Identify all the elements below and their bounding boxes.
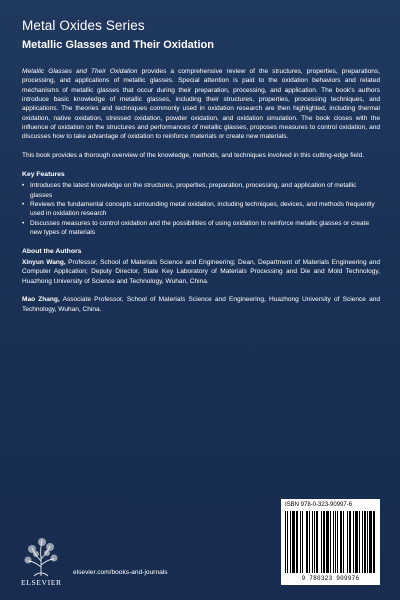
key-features-list bbox=[22, 181, 380, 237]
barcode-bar bbox=[335, 511, 336, 573]
publisher-website: elsevier.com/books-and-journals bbox=[73, 569, 168, 576]
barcode-bar bbox=[321, 511, 322, 573]
barcode-bar bbox=[287, 511, 288, 573]
barcode-bar bbox=[343, 511, 344, 573]
author-bio bbox=[22, 258, 380, 286]
book-title: Metallic Glasses and Their Oxidation bbox=[22, 39, 214, 51]
barcode-bar bbox=[300, 511, 301, 573]
barcode-bar bbox=[362, 511, 363, 573]
elsevier-tree-logo bbox=[22, 537, 60, 577]
barcode-bar bbox=[337, 511, 338, 573]
barcode-bar bbox=[290, 511, 291, 573]
key-features-heading: Key Features bbox=[22, 170, 65, 178]
barcode-bar bbox=[312, 511, 313, 573]
barcode-bar bbox=[292, 511, 295, 573]
author-description: Associate Professor, School of Materials Science and Engineering, Huazhong University of Science and Technology, Wuhan, China. bbox=[22, 296, 380, 313]
barcode-bar bbox=[347, 511, 348, 573]
key-feature-item: • Introduces the latest knowledge on the structures, properties, preparation, processing, and application of metallic glasses bbox=[22, 181, 380, 200]
barcode-bar bbox=[316, 511, 318, 573]
about-authors-heading: About the Authors bbox=[22, 247, 82, 255]
barcode-bar bbox=[349, 511, 351, 573]
barcode-bar bbox=[306, 511, 308, 573]
barcode-bar bbox=[314, 511, 315, 573]
barcode-bar bbox=[373, 511, 375, 573]
barcode-bar bbox=[296, 511, 298, 573]
author-bio bbox=[22, 295, 380, 314]
intro-book-title: Metallic Glasses and Their Oxidation bbox=[22, 68, 138, 75]
cover-text bbox=[22, 67, 380, 314]
author-name: Xinyun Wang, bbox=[22, 259, 66, 267]
barcode-bar bbox=[309, 511, 310, 573]
barcode-bar bbox=[369, 511, 372, 573]
barcode bbox=[285, 511, 376, 573]
series-name: Metal Oxides Series bbox=[22, 18, 145, 33]
author-name: Mao Zhang, bbox=[22, 296, 60, 304]
author-description: Professor, School of Materials Science and Engineering; Dean, Department of Materials Engineering and Computer Application; Deputy Director, State Key Laboratory of Materials Processing and Die and Mold Technology, Huazhong University of Science and Technology, Wuhan, China. bbox=[22, 259, 380, 285]
barcode-label bbox=[281, 499, 380, 585]
intro-text: provides a comprehensive review of the structures, properties, preparations, processing, and applications of metallic glasses. Special attention is paid to the oxidation behaviors and related mechanisms of metallic glasses that occur during their preparation, processing, and application. The book's authors introduce basic knowledge of metallic glasses, including their structures, properties, processing techniques, and applications. The theories and techniques commonly used in oxidation research are then highlighted, including thermal oxidation, native oxidation, stressed oxidation, powder oxidation, and oxidation simulation. The book closes with the influence of oxidation on the structures and performances of metallic glasses, proposes measures to control oxidation, and discusses how to take advantage of oxidation to reinforce materials or create new materials. bbox=[22, 68, 380, 141]
isbn-text: ISBN 978-0-323-90997-6 bbox=[285, 502, 353, 508]
barcode-bar bbox=[326, 511, 329, 573]
key-feature-item: • Reviews the fundamental concepts surrounding metal oxidation, including techniques, devices, and methods frequently used in oxidation research bbox=[22, 200, 380, 219]
key-feature-item: • Discusses measures to control oxidation and the possibilities of using oxidation to reinforce metallic glasses or create new types of materials bbox=[22, 219, 380, 238]
barcode-bar bbox=[359, 511, 360, 573]
barcode-bar bbox=[364, 511, 366, 573]
barcode-bar bbox=[330, 511, 331, 573]
barcode-bar bbox=[367, 511, 368, 573]
barcode-bar bbox=[323, 511, 325, 573]
publisher-name: ELSEVIER bbox=[21, 578, 62, 587]
barcode-bar bbox=[355, 511, 358, 573]
barcode-digits: 9 780323 909976 bbox=[301, 575, 360, 582]
barcode-bar bbox=[285, 511, 286, 573]
barcode-bar bbox=[340, 511, 342, 573]
barcode-bar bbox=[333, 511, 334, 573]
barcode-bar bbox=[353, 511, 354, 573]
overview-paragraph: This book provides a thorough overview of the knowledge, methods, and techniques involved in this cutting-edge field. bbox=[22, 152, 365, 160]
intro-paragraph bbox=[22, 67, 380, 142]
barcode-bar bbox=[302, 511, 303, 573]
